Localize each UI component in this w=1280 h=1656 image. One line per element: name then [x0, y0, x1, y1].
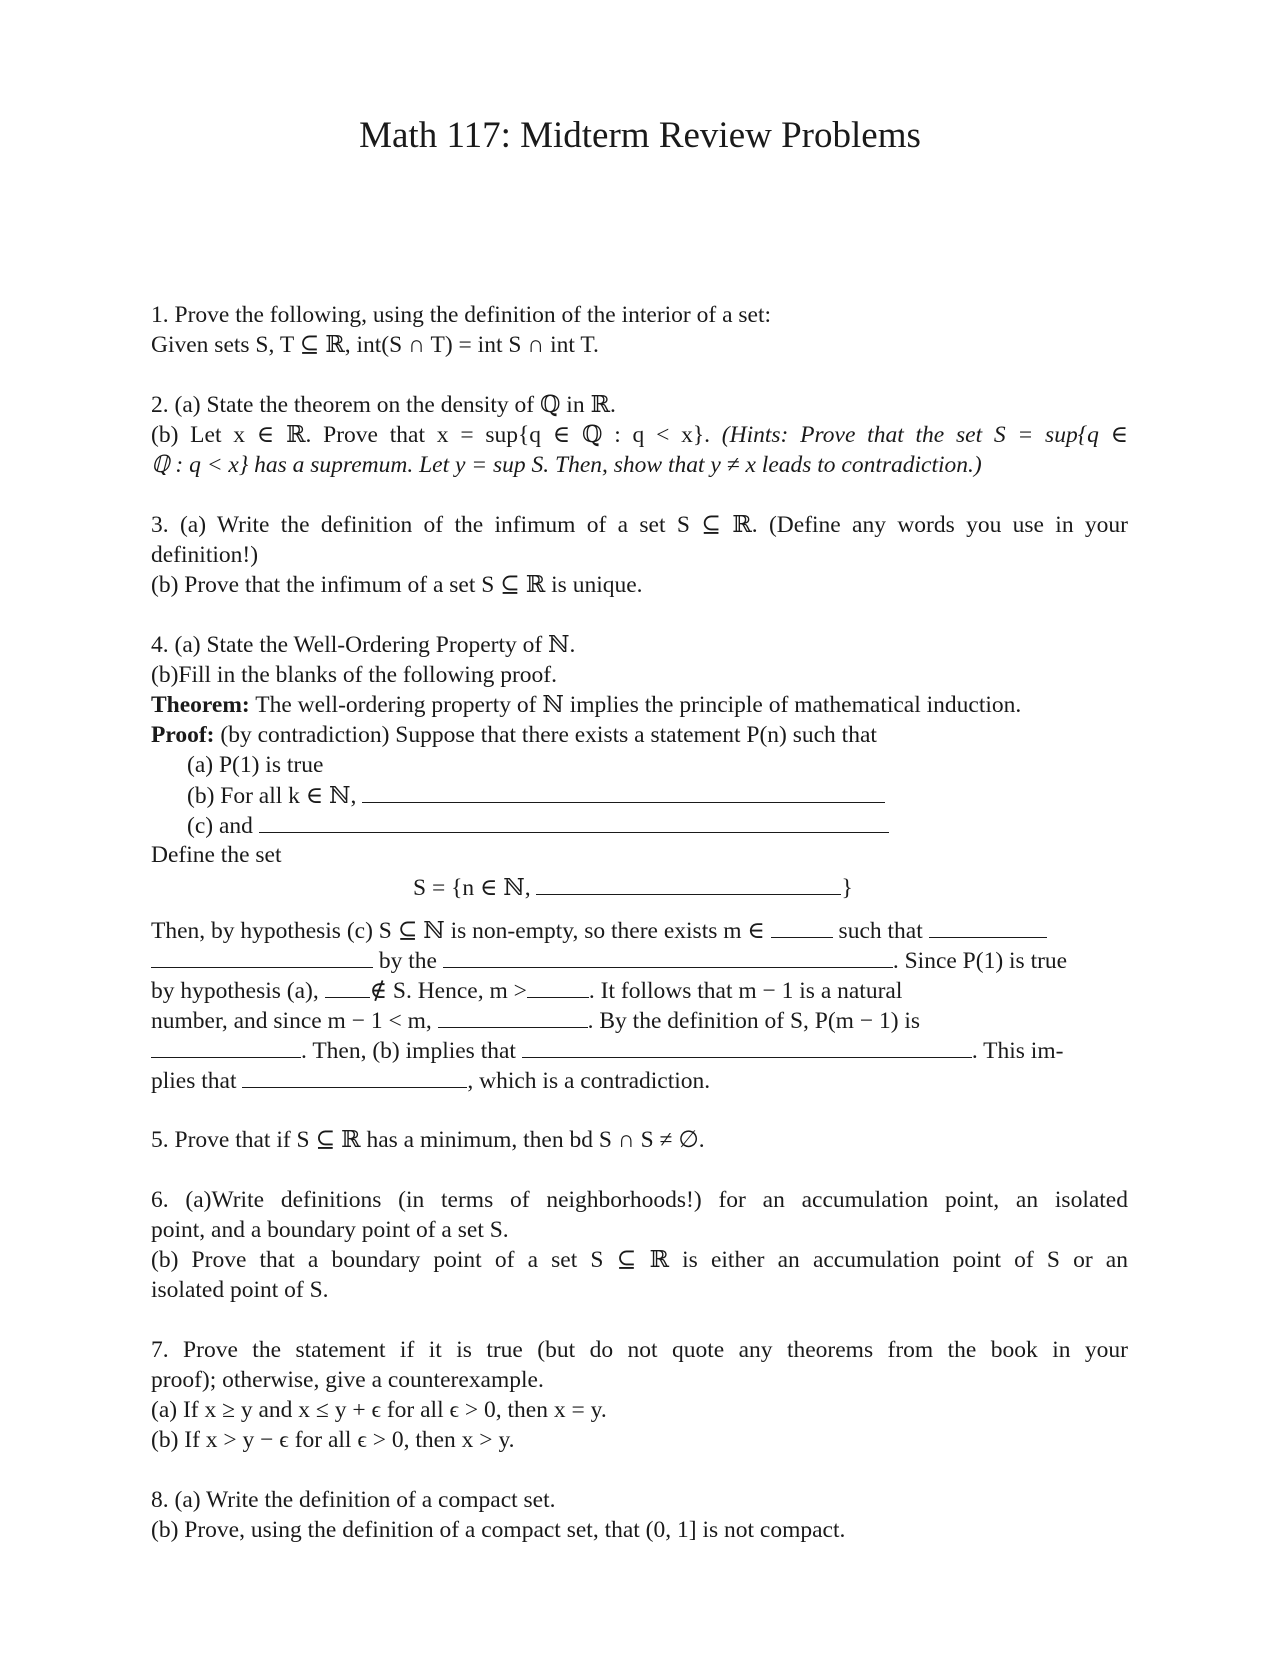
proof-text: (by contradiction) Suppose that there exists a statement P(n) such that	[214, 722, 877, 748]
blank-hypothesis-c[interactable]	[259, 810, 889, 833]
set-open: S = {n ∈ ℕ,	[413, 875, 537, 901]
hypothesis-a: (a) P(1) is true	[187, 752, 324, 778]
proof-text-3c: . It follows that m − 1 is a natural	[588, 978, 903, 1004]
problem-3-line-1: 3. (a) Write the definition of the infimum of a set S ⊆ ℝ. (Define any words you use in your	[151, 512, 1128, 538]
proof-text-6b: , which is a contradiction.	[467, 1068, 711, 1094]
proof-text-line-2	[151, 945, 1128, 976]
proof-label: Proof:	[151, 722, 215, 748]
proof-text-line-4	[151, 1005, 1128, 1036]
hypothesis-c	[187, 810, 987, 841]
blank-this-implies[interactable]	[242, 1065, 467, 1088]
problem-3-line-3: (b) Prove that the infimum of a set S ⊆ ℝ is unique.	[151, 572, 643, 598]
blank-not-in-s[interactable]	[325, 975, 370, 998]
hypothesis-b-text: (b) For all k ∈ ℕ,	[187, 783, 363, 809]
proof-text-6a: plies that	[151, 1068, 243, 1094]
problem-2-hint-start: (Hints: Prove that the set S = sup{q ∈	[721, 422, 1129, 448]
blank-set-condition[interactable]	[536, 872, 841, 895]
blank-b-implies[interactable]	[522, 1035, 972, 1058]
proof-text-4b: . By the definition of S, P(m − 1) is	[587, 1008, 921, 1034]
problem-6-line-4: isolated point of S.	[151, 1277, 329, 1303]
page-title: Math 117: Midterm Review Problems	[359, 115, 921, 156]
define-set-line: Define the set	[151, 842, 282, 868]
proof-text-line-5	[151, 1035, 1128, 1066]
proof-text-1b: such that	[832, 918, 929, 944]
problem-4-line-1: 4. (a) State the Well-Ordering Property of ℕ.	[151, 632, 576, 658]
set-definition	[413, 872, 913, 903]
problem-6-line-1: 6. (a)Write definitions (in terms of neighborhoods!) for an accumulation point, an isolated	[151, 1187, 1128, 1213]
hypothesis-b	[187, 780, 987, 811]
proof-text-5a: . Then, (b) implies that	[301, 1038, 522, 1064]
proof-text-2b: . Since P(1) is true	[892, 948, 1068, 974]
theorem-text: The well-ordering property of ℕ implies the principle of mathematical induction.	[249, 692, 1022, 718]
problem-6-line-2: point, and a boundary point of a set S.	[151, 1217, 509, 1243]
problem-2-line-2	[151, 420, 1128, 450]
set-close: }	[841, 875, 853, 901]
blank-by-the[interactable]	[443, 945, 893, 968]
proof-text-1a: Then, by hypothesis (c) S ⊆ ℕ is non-empty, so there exists m ∈	[151, 918, 771, 944]
problem-2-line-3	[151, 450, 1128, 480]
theorem-label: Theorem:	[151, 692, 250, 718]
problem-1-line-2: Given sets S, T ⊆ ℝ, int(S ∩ T) = int S ∩ int T.	[151, 332, 599, 358]
problem-1-line-1: 1. Prove the following, using the definition of the interior of a set:	[151, 302, 772, 328]
blank-line-2-start[interactable]	[151, 945, 373, 968]
problem-2-part-b: (b) Let x ∈ ℝ. Prove that x = sup{q ∈ ℚ : q < x}.	[151, 422, 711, 448]
proof-text-5b: . This im-	[971, 1038, 1064, 1064]
problem-8-line-1: 8. (a) Write the definition of a compact set.	[151, 1487, 556, 1513]
problem-6-line-3: (b) Prove that a boundary point of a set S ⊆ ℝ is either an accumulation point of S or an	[151, 1247, 1128, 1273]
problem-7-line-4: (b) If x > y − ϵ for all ϵ > 0, then x > y.	[151, 1427, 515, 1453]
problem-7-line-2: proof); otherwise, give a counterexample.	[151, 1367, 544, 1393]
proof-text-4a: number, and since m − 1 < m,	[151, 1008, 438, 1034]
problem-7-line-3: (a) If x ≥ y and x ≤ y + ϵ for all ϵ > 0, then x = y.	[151, 1397, 607, 1423]
hypothesis-c-text: (c) and	[187, 813, 259, 839]
problem-3-line-2: definition!)	[151, 542, 259, 568]
problem-4-line-2: (b)Fill in the blanks of the following proof.	[151, 662, 557, 688]
problem-7-line-1: 7. Prove the statement if it is true (but do not quote any theorems from the book in your	[151, 1337, 1128, 1363]
blank-since-m-minus-1[interactable]	[438, 1005, 588, 1028]
proof-line	[151, 720, 1128, 750]
proof-text-line-1	[151, 915, 1128, 946]
blank-m-set[interactable]	[771, 915, 833, 938]
proof-text-3b: ∉ S. Hence, m >	[369, 978, 527, 1004]
proof-text-line-6	[151, 1065, 1128, 1096]
proof-text-line-3	[151, 975, 1128, 1006]
problem-2-line-1: 2. (a) State the theorem on the density of ℚ in ℝ.	[151, 392, 616, 418]
blank-hypothesis-b[interactable]	[362, 780, 885, 803]
theorem-line	[151, 690, 1128, 720]
blank-such-that[interactable]	[929, 915, 1047, 938]
problem-2-hint-end: ℚ : q < x} has a supremum. Let y = sup S. Then, show that y ≠ x leads to contradiction.)	[151, 452, 982, 478]
blank-p-m-minus-1[interactable]	[151, 1035, 301, 1058]
blank-m-greater[interactable]	[527, 975, 589, 998]
problem-8-line-2: (b) Prove, using the definition of a compact set, that (0, 1] is not compact.	[151, 1517, 846, 1543]
proof-text-2a: by the	[373, 948, 443, 974]
problem-5-line-1: 5. Prove that if S ⊆ ℝ has a minimum, then bd S ∩ S ≠ ∅.	[151, 1127, 705, 1153]
proof-text-3a: by hypothesis (a),	[151, 978, 325, 1004]
